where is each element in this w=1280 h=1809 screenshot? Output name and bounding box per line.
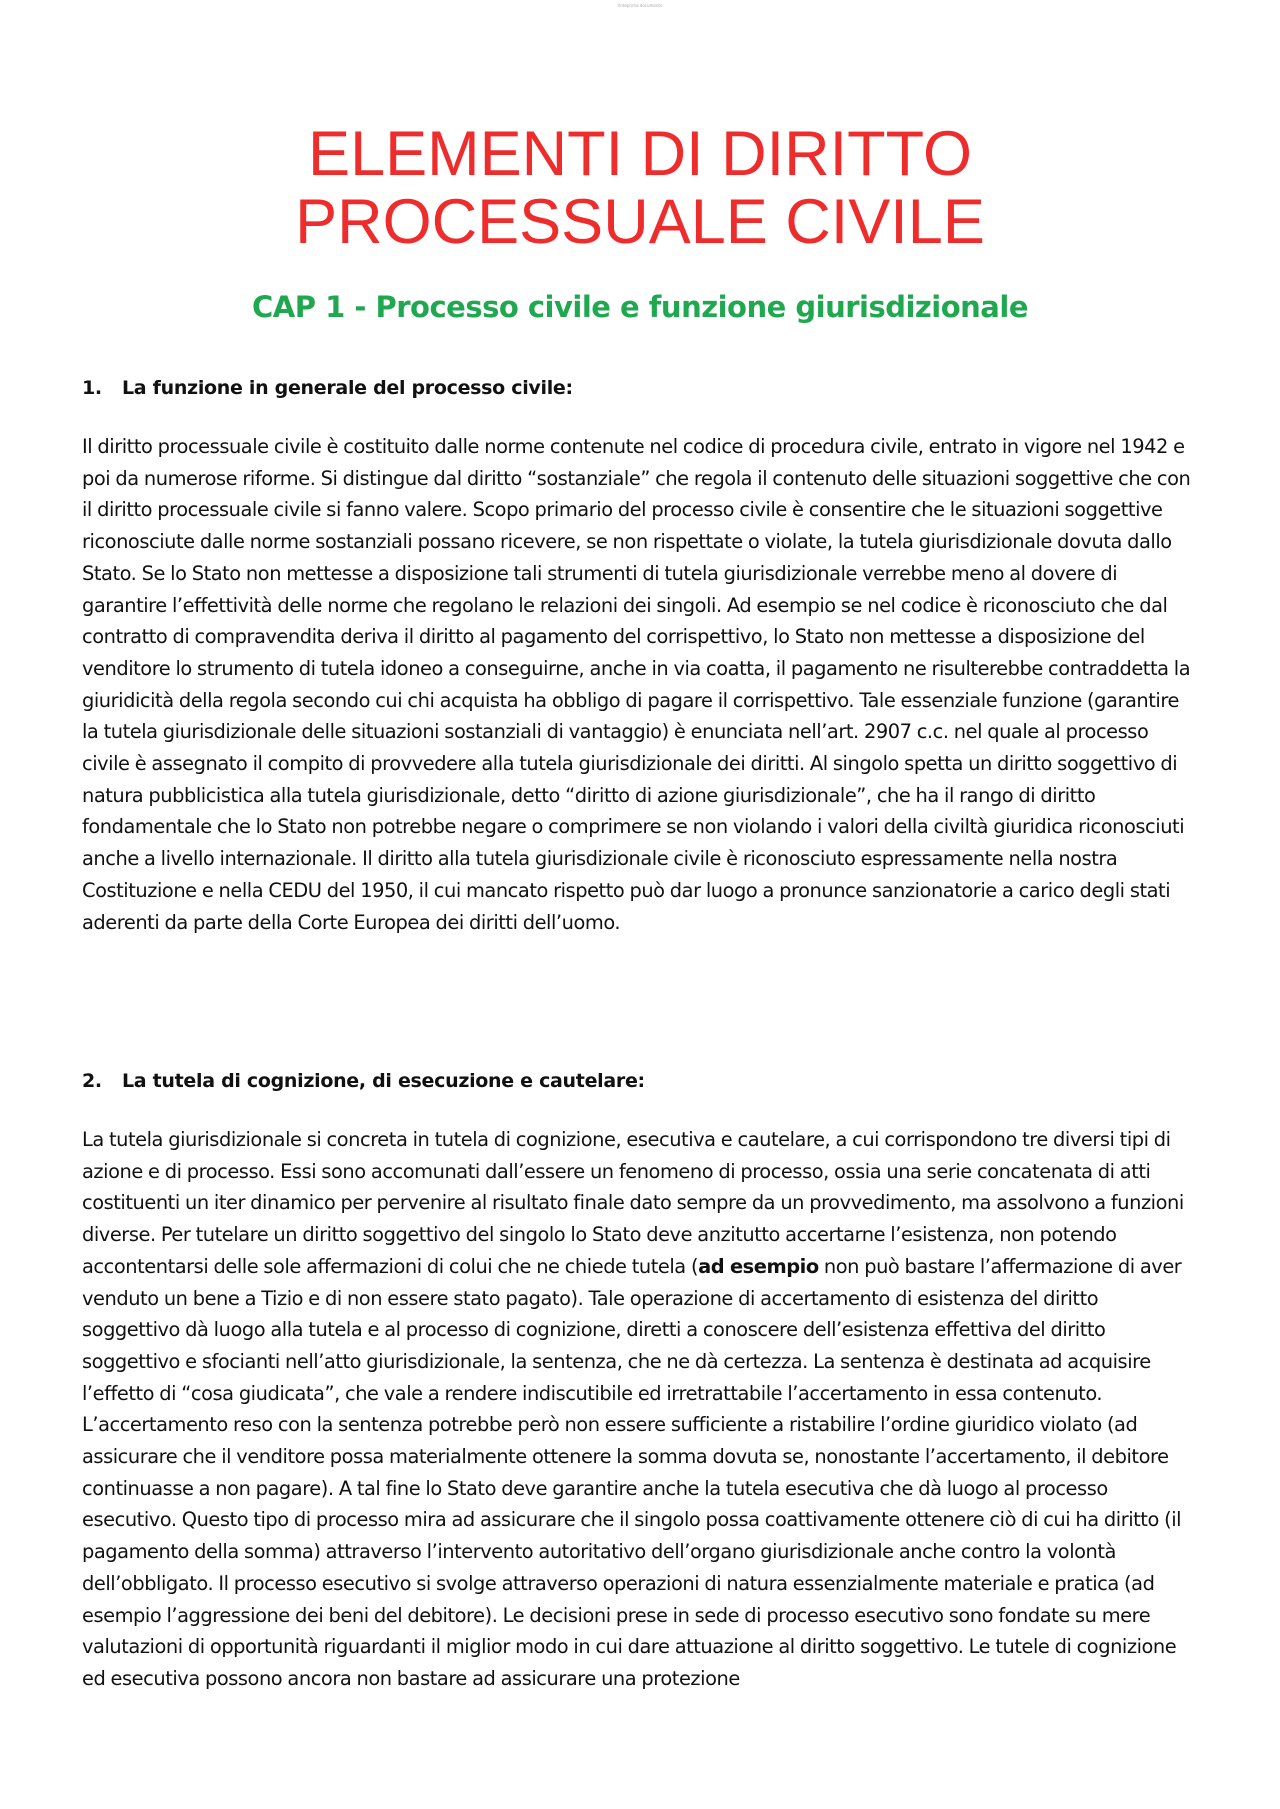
document-title <box>0 120 1280 256</box>
section-1-heading-text: La funzione in generale del processo civile: <box>122 377 573 399</box>
page-header-mark: Anteprima documento <box>617 3 663 8</box>
section-2-paragraph <box>82 1124 1194 1695</box>
document-title-line-2: PROCESSUALE CIVILE <box>295 187 985 257</box>
section-2-heading-text: La tutela di cognizione, di esecuzione e cautelare: <box>122 1070 645 1092</box>
document-title-line-1: ELEMENTI DI DIRITTO <box>308 119 972 189</box>
section-2-heading <box>82 1070 645 1092</box>
section-1-paragraph: Il diritto processuale civile è costituito dalle norme contenute nel codice di procedura civile, entrato in vigore nel 1942 e poi da numerose riforme. Si distingue dal diritto “sostanziale” che regola il contenuto delle situazioni soggettive che con il diritto processuale civile si fanno valere. Scopo primario del processo civile è consentire che le situazioni soggettive riconosciute dalle norme sostanziali possano ricevere, se non rispettate o violate, la tutela giurisdizionale dovuta dallo Stato. Se lo Stato non mettesse a disposizione tali strumenti di tutela giurisdizionale verrebbe meno al dovere di garantire l’effettività delle norme che regolano le relazioni dei singoli. Ad esempio se nel codice è riconosciuto che dal contratto di compravendita deriva il diritto al pagamento del corrispettivo, lo Stato non mettesse a disposizione del venditore lo strumento di tutela idoneo a conseguirne, anche in via coatta, il pagamento ne risulterebbe contraddetta la giuridicità della regola secondo cui chi acquista ha obbligo di pagare il corrispettivo. Tale essenziale funzione (garantire la tutela giurisdizionale delle situazioni sostanziali di vantaggio) è enunciata nell’art. 2907 c.c. nel quale al processo civile è assegnato il compito di provvedere alla tutela giurisdizionale dei diritti. Al singolo spetta un diritto soggettivo di natura pubblicistica alla tutela giurisdizionale, detto “diritto di azione giurisdizionale”, che ha il rango di diritto fondamentale che lo Stato non potrebbe negare o comprimere se non violando i valori della civiltà giuridica riconosciuti anche a livello internazionale. Il diritto alla tutela giurisdizionale civile è riconosciuto espressamente nella nostra Costituzione e nella CEDU del 1950, il cui mancato rispetto può dar luogo a pronunce sanzionatorie a carico degli stati aderenti da parte della Corte Europea dei diritti dell’uomo. <box>82 435 1191 934</box>
section-1-number: 1. <box>82 377 102 399</box>
section-2-text-part-2: non può bastare l’affermazione di aver venduto un bene a Tizio e di non essere stato pagato). Tale operazione di accertamento di esistenza del diritto soggettivo dà luogo alla tutela e al processo di cognizione, diretti a conoscere dell’esistenza effettiva del diritto soggettivo e sfocianti nell’atto giurisdizionale, la sentenza, che ne dà certezza. La sentenza è destinata ad acquisire l’effetto di “cosa giudicata”, che vale a rendere indiscutibile ed irretrattabile l’accertamento in essa contenuto. L’accertamento reso con la sentenza potrebbe però non essere sufficiente a ristabilire l’ordine giuridico violato (ad assicurare che il venditore possa materialmente ottenere la somma dovuta se, nonostante l’accertamento, il debitore continuasse a non pagare). A tal fine lo Stato deve garantire anche la tutela esecutiva che dà luogo al processo esecutivo. Questo tipo di processo mira ad assicurare che il singolo possa coattivamente ottenere ciò di cui ha diritto (il pagamento della somma) attraverso l’intervento autoritativo dell’organo giurisdizionale anche contro la volontà dell’obbligato. Il processo esecutivo si svolge attraverso operazioni di natura essenzialmente materiale e pratica (ad esempio l’aggressione dei beni del debitore). Le decisioni prese in sede di processo esecutivo sono fondate su mere valutazioni di opportunità riguardanti il miglior modo in cui dare attuazione al diritto soggettivo. Le tutele di cognizione ed esecutiva possono ancora non bastare ad assicurare una protezione <box>82 1254 1182 1690</box>
section-2-text-part-1: La tutela giurisdizionale si concreta in tutela di cognizione, esecutiva e cautelare, a cui corrispondono tre diversi tipi di azione e di processo. Essi sono accomunati dall’essere un fenomeno di processo, ossia una serie concatenata di atti costituenti un iter dinamico per pervenire al risultato finale dato sempre da un provvedimento, ma assolvono a funzioni diverse. Per tutelare un diritto soggettivo del singolo lo Stato deve anzitutto accertarne l’esistenza, non potendo accontentarsi delle sole affermazioni di colui che ne chiede tutela ( <box>82 1128 1184 1278</box>
section-2-number: 2. <box>82 1070 102 1092</box>
chapter-title: CAP 1 - Processo civile e funzione giurisdizionale <box>252 290 1028 324</box>
section-1-heading <box>82 377 573 399</box>
section-2-bold-example: ad esempio <box>698 1254 819 1278</box>
